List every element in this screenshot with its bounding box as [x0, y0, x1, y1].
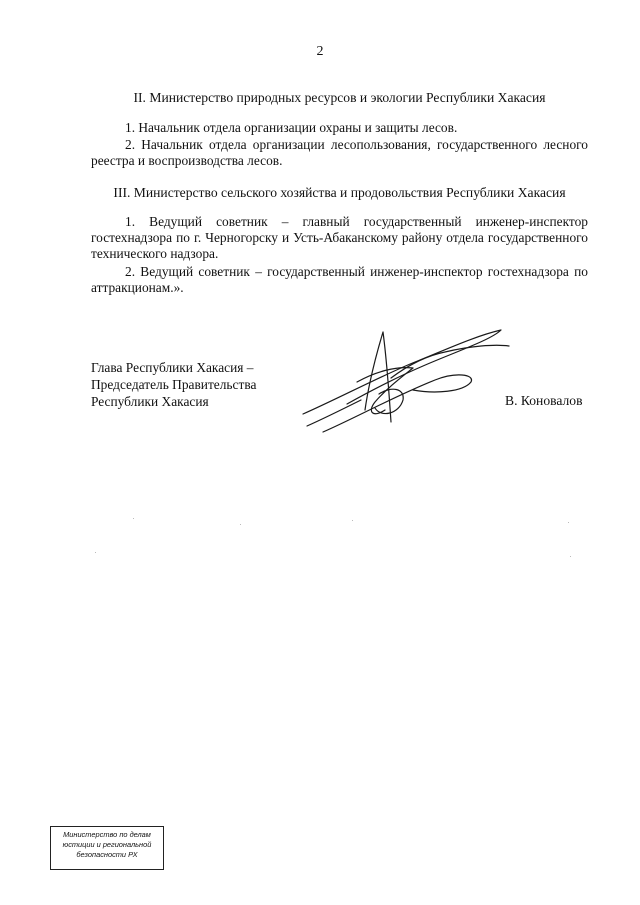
signer-title-line: Председатель Правительства — [91, 377, 257, 392]
scan-speck — [133, 518, 134, 519]
stamp-line: юстиции и региональной — [62, 840, 152, 849]
stamp-line: Министерство по делам — [63, 830, 151, 839]
page-number: 2 — [316, 44, 324, 59]
signer-title-line: Республики Хакасия — [91, 394, 209, 409]
scan-speck — [352, 520, 353, 521]
signer-name: В. Коновалов — [505, 393, 583, 408]
scan-speck — [240, 524, 241, 525]
registration-stamp — [50, 826, 164, 870]
scan-speck — [570, 556, 571, 557]
section-heading-ministry-agriculture: III. Министерство сельского хозяйства и продовольствия Республики Хакасия — [113, 185, 566, 200]
list-item: 1. Начальник отдела организации охраны и защиты лесов. — [125, 120, 458, 135]
list-item: 2. Начальник отдела организации лесопользования, государственного лесного реестра и воспроизводства лесов. — [91, 137, 588, 168]
scan-speck — [95, 552, 96, 553]
signer-title — [91, 359, 256, 410]
list-item: 1. Ведущий советник – главный государственный инженер-инспектор гостехнадзора по г. Черногорску и Усть-Абаканскому району отдела государственного технического надзора. — [91, 214, 588, 261]
section-heading-ministry-natural-resources: II. Министерство природных ресурсов и экологии Республики Хакасия — [133, 90, 546, 105]
handwritten-signature — [295, 322, 515, 437]
stamp-line: безопасности РХ — [76, 850, 138, 859]
list-item: 2. Ведущий советник – государственный инженер-инспектор гостехнадзора по аттракционам.». — [91, 264, 588, 295]
scan-speck — [568, 522, 569, 523]
signer-title-line: Глава Республики Хакасия – — [91, 360, 254, 375]
